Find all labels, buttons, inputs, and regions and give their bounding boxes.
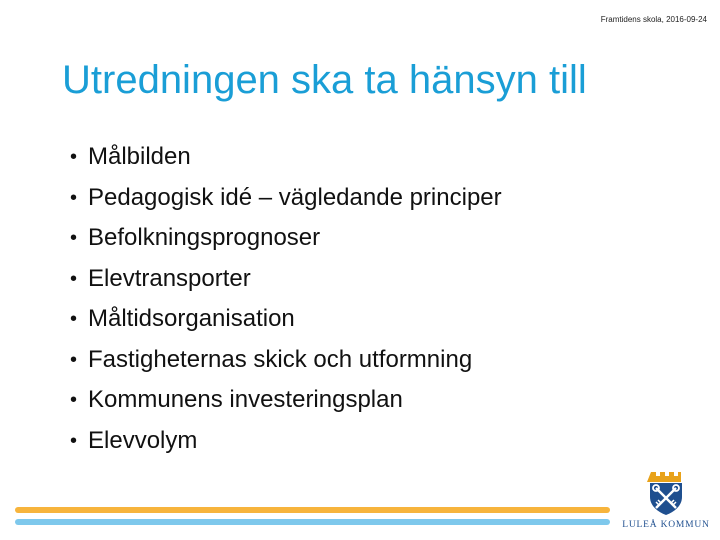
- bullet-icon: •: [70, 429, 78, 452]
- orange-footer-bar: [15, 507, 610, 513]
- list-item: [70, 421, 502, 462]
- list-item-text: Pedagogisk idé – vägledande principer: [88, 183, 502, 211]
- list-item-text: Fastigheternas skick och utformning: [88, 345, 473, 373]
- list-item-text: Måltidsorganisation: [88, 305, 295, 332]
- bullet-icon: •: [70, 146, 78, 168]
- list-item-text: Elevvolym: [88, 426, 198, 454]
- slide-date-meta: Framtidens skola, 2016-09-24: [600, 15, 707, 24]
- bullet-icon: •: [70, 267, 78, 290]
- list-item-text: Befolkningsprognoser: [88, 224, 321, 251]
- list-item: [70, 299, 502, 340]
- slide-title: Utredningen ska ta hänsyn till: [62, 58, 587, 102]
- logo-text: LULEÅ KOMMUN: [622, 520, 710, 530]
- list-item: [70, 218, 502, 259]
- list-item: [70, 380, 502, 421]
- list-item: [70, 340, 502, 381]
- bullet-icon: •: [70, 389, 78, 411]
- coat-of-arms-icon: [647, 470, 685, 516]
- bullet-icon: •: [70, 308, 78, 330]
- list-item: [70, 259, 502, 300]
- bullet-icon: •: [70, 227, 78, 249]
- lulea-kommun-logo: [618, 470, 714, 532]
- list-item: [70, 178, 502, 219]
- list-item-text: Målbilden: [88, 143, 191, 170]
- bullet-icon: •: [70, 186, 78, 209]
- bullet-icon: •: [70, 348, 78, 371]
- list-item-text: Kommunens investeringsplan: [88, 386, 403, 413]
- blue-footer-bar: [15, 519, 610, 525]
- bullet-list: [70, 137, 502, 461]
- list-item: [70, 137, 502, 178]
- list-item-text: Elevtransporter: [88, 264, 251, 292]
